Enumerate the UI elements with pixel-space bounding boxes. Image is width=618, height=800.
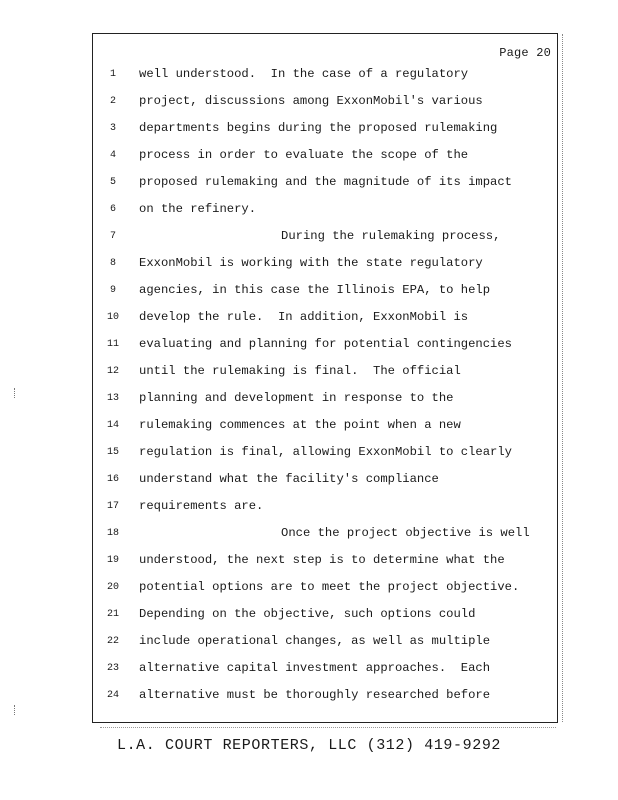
line-number: 24 — [106, 690, 119, 701]
line-number: 4 — [109, 150, 116, 161]
transcript-line — [93, 499, 557, 526]
line-text: potential options are to meet the project objective. — [139, 580, 520, 594]
transcript-line — [93, 607, 557, 634]
line-number: 8 — [109, 258, 116, 269]
line-text: on the refinery. — [139, 202, 257, 216]
footer-divider — [100, 727, 556, 728]
line-text: During the rulemaking process, — [281, 229, 501, 243]
line-number: 11 — [106, 339, 119, 350]
line-number: 7 — [109, 231, 116, 242]
line-number: 18 — [106, 528, 119, 539]
line-text: requirements are. — [139, 499, 264, 513]
line-text: alternative capital investment approaches. Each — [139, 661, 491, 675]
line-number: 10 — [106, 312, 119, 323]
transcript-line — [93, 202, 557, 229]
line-number: 23 — [106, 663, 119, 674]
transcript-line — [93, 283, 557, 310]
transcript-line — [93, 229, 557, 256]
scan-artifact — [14, 705, 17, 715]
line-text: planning and development in response to the — [139, 391, 454, 405]
line-text: alternative must be thoroughly researched before — [139, 688, 491, 702]
line-number: 6 — [109, 204, 116, 215]
line-text: evaluating and planning for potential contingencies — [139, 337, 512, 351]
transcript-line — [93, 661, 557, 688]
line-text: understand what the facility's compliance — [139, 472, 439, 486]
transcript-line — [93, 553, 557, 580]
line-number: 3 — [109, 123, 116, 134]
transcript-line — [93, 445, 557, 472]
line-text: departments begins during the proposed rulemaking — [139, 121, 498, 135]
line-text: regulation is final, allowing ExxonMobil to clearly — [139, 445, 512, 459]
line-text: process in order to evaluate the scope of the — [139, 148, 469, 162]
line-text: include operational changes, as well as multiple — [139, 634, 491, 648]
line-text: understood, the next step is to determine what the — [139, 553, 505, 567]
transcript-line — [93, 364, 557, 391]
transcript-line — [93, 391, 557, 418]
line-number: 5 — [109, 177, 116, 188]
line-text: develop the rule. In addition, ExxonMobil is — [139, 310, 469, 324]
line-number: 1 — [109, 69, 116, 80]
line-text: Once the project objective is well — [281, 526, 530, 540]
line-number: 16 — [106, 474, 119, 485]
line-number: 2 — [109, 96, 116, 107]
transcript-line — [93, 688, 557, 715]
line-text: agencies, in this case the Illinois EPA, to help — [139, 283, 491, 297]
line-number: 12 — [106, 366, 119, 377]
page-number: Page 20 — [499, 46, 551, 60]
line-text: well understood. In the case of a regulatory — [139, 67, 469, 81]
line-text: until the rulemaking is final. The official — [139, 364, 461, 378]
transcript-line — [93, 256, 557, 283]
line-number: 19 — [106, 555, 119, 566]
line-number: 21 — [106, 609, 119, 620]
line-number: 9 — [109, 285, 116, 296]
transcript-line — [93, 337, 557, 364]
line-number: 17 — [106, 501, 119, 512]
transcript-page — [92, 33, 558, 723]
scan-artifact — [14, 388, 17, 398]
line-text: ExxonMobil is working with the state regulatory — [139, 256, 483, 270]
line-number: 15 — [106, 447, 119, 458]
line-text: rulemaking commences at the point when a new — [139, 418, 461, 432]
transcript-line — [93, 67, 557, 94]
transcript-line — [93, 634, 557, 661]
footer-reporter-info: L.A. COURT REPORTERS, LLC (312) 419-9292 — [116, 737, 502, 754]
line-number: 22 — [106, 636, 119, 647]
line-text: project, discussions among ExxonMobil's various — [139, 94, 483, 108]
transcript-line — [93, 310, 557, 337]
transcript-line — [93, 526, 557, 553]
transcript-line — [93, 580, 557, 607]
transcript-line — [93, 418, 557, 445]
transcript-line — [93, 472, 557, 499]
line-number: 14 — [106, 420, 119, 431]
line-number: 20 — [106, 582, 119, 593]
transcript-line — [93, 175, 557, 202]
line-text: Depending on the objective, such options could — [139, 607, 476, 621]
transcript-line — [93, 121, 557, 148]
line-number: 13 — [106, 393, 119, 404]
transcript-line — [93, 94, 557, 121]
transcript-lines — [93, 67, 557, 715]
line-text: proposed rulemaking and the magnitude of its impact — [139, 175, 512, 189]
transcript-line — [93, 148, 557, 175]
